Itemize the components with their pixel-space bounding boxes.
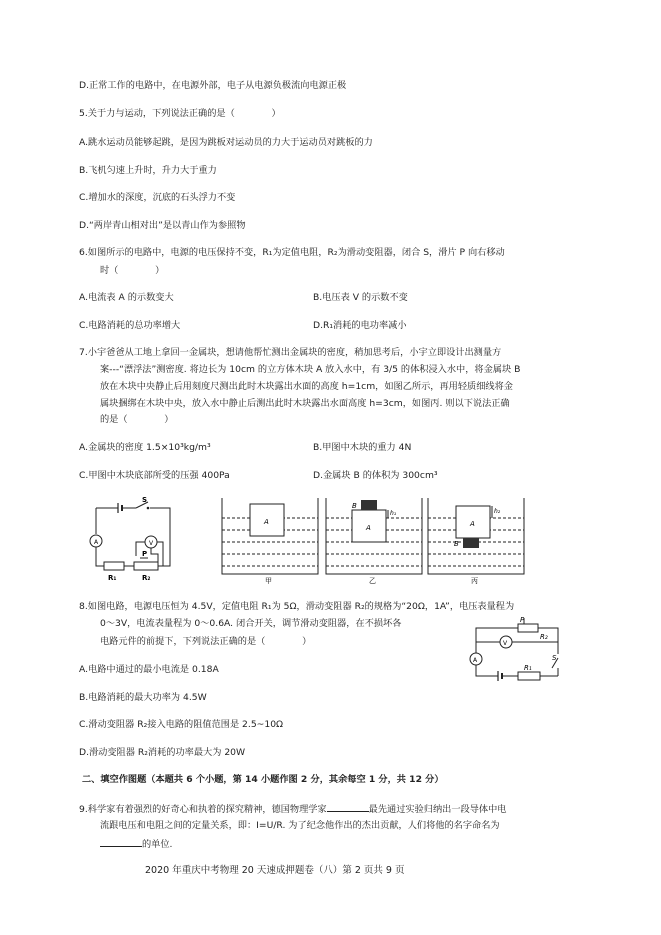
block-a-label-yi: A [366, 524, 371, 532]
container-figure-bing [426, 496, 526, 584]
caption-yi: 乙 [369, 577, 376, 584]
block-b-label-bing: B [454, 540, 459, 548]
block-b-label: B [352, 502, 357, 510]
question-7-line4: 属块捆绑在木块中央，放入水中静止后测出此时木块露出水面高度 h=3cm，如图丙. 则以下说法正确 [100, 398, 510, 409]
q6-option-d: D.R₁消耗的电功率减小 [313, 320, 407, 331]
label-voltmeter-q8: V [503, 640, 508, 647]
q9-line1-after-blank: 最先通过实验归纳出一段导体中电 [368, 804, 507, 815]
question-7-line5: 的是（ ） [100, 414, 174, 425]
label-ammeter-q8: A [473, 657, 478, 664]
label-voltmeter: V [149, 540, 154, 547]
q6-option-b: B.电压表 V 的示数不变 [313, 292, 408, 303]
question-7-line2: 案---“漂浮法”测密度. 将边长为 10cm 的立方体木块 A 放入水中，有 3/5 的体积浸入水中，将金属块 B [100, 364, 521, 375]
question-6-line1: 6.如图所示的电路中，电源的电压保持不变，R₁为定值电阻，R₂为滑动变阻器，闭合 S，滑片 P 向右移动 [79, 247, 505, 258]
q6-circuit-figure [78, 496, 188, 581]
q8-option-a: A.电路中通过的最小电流是 0.18A [79, 664, 219, 675]
block-b-on-top [361, 500, 377, 510]
caption-jia: 甲 [265, 577, 272, 584]
section-2-heading: 二、填空作图题（本题共 6 个小题，第 14 小题作图 2 分，其余每空 1 分，共 12 分） [82, 774, 444, 785]
question-7-line1: 7.小宇爸爸从工地上拿回一金属块，想请他帮忙测出金属块的密度，稍加思考后，小宇立即设计出测量方 [79, 347, 502, 358]
question-9-line2: 流跟电压和电阻之间的定量关系，即：I=U/R. 为了纪念他作出的杰出贡献，人们将他的名字命名为 [100, 820, 500, 831]
q5-option-d: D.“两岸青山相对出”是以青山作为参照物 [79, 220, 246, 231]
option-d-previous: D.正常工作的电路中，在电源外部，电子从电源负极流向电源正极 [79, 80, 347, 91]
q7-option-c: C.甲图中木块底部所受的压强 400Pa [79, 470, 230, 481]
question-9-line3 [100, 837, 172, 851]
page-footer: 2020 年重庆中考物理 20 天速成押题卷（八）第 2 页共 9 页 [145, 865, 405, 876]
h2-label: h₂ [494, 508, 501, 515]
question-8-line1: 8.如图电路，电源电压恒为 4.5V，定值电阻 R₁为 5Ω，滑动变阻器 R₂的规格为“20Ω，1A”，电压表量程为 [79, 601, 515, 612]
question-5: 5.关于力与运动，下列说法正确的是（ ） [79, 108, 281, 119]
q9-line3-text: 的单位. [142, 839, 173, 850]
q5-option-c: C.增加水的深度，沉底的石头浮力不变 [79, 192, 236, 203]
answer-blank-2[interactable] [100, 837, 142, 847]
question-8-line3: 电路元件的前提下，下列说法正确的是（ ） [100, 636, 312, 647]
q8-circuit-figure [462, 614, 572, 686]
question-8-line2: 0～3V，电流表量程为 0～0.6A. 闭合开关，调节滑动变阻器，在不损坏各 [100, 618, 402, 629]
block-a-label: A [264, 518, 269, 526]
q7-option-d: D.金属块 B 的体积为 300cm³ [313, 470, 438, 481]
label-r2-q8: R₂ [540, 633, 548, 641]
label-r2: R₂ [142, 574, 151, 581]
label-ammeter: A [94, 539, 99, 546]
question-6-line2: 时（ ） [100, 265, 165, 276]
block-a-label-bing: A [470, 520, 475, 528]
q6-option-a: A.电流表 A 的示数变大 [79, 292, 174, 303]
label-s: S [142, 496, 148, 504]
label-p-q8: P [520, 616, 525, 624]
container-figure-yi [324, 496, 424, 584]
q8-option-c: C.滑动变阻器 R₂接入电路的阻值范围是 2.5~10Ω [79, 719, 284, 730]
q7-option-b: B.甲图中木块的重力 4N [313, 442, 412, 453]
question-9-line1 [79, 802, 506, 816]
q9-line1-before-blank: 9.科学家有着强烈的好奇心和执着的探究精神，德国物理学家 [79, 804, 327, 815]
answer-blank-1[interactable] [327, 802, 369, 812]
container-figure-jia [220, 496, 320, 584]
label-r1-q8: R₁ [524, 664, 532, 672]
label-p: P [142, 550, 148, 558]
q8-option-d: D.滑动变阻器 R₂消耗的功率最大为 20W [79, 747, 246, 758]
block-b-hanging [463, 538, 479, 548]
q6-option-c: C.电路消耗的总功率增大 [79, 320, 181, 331]
q5-option-a: A.跳水运动员能够起跳，是因为跳板对运动员的力大于运动员对跳板的力 [79, 137, 373, 148]
switch-contact [147, 507, 150, 510]
question-7-line3: 放在木块中央静止后用刻度尺测出此时木块露出水面的高度 h=1cm，如图乙所示，再用轻质细线将金 [100, 381, 513, 392]
q5-option-b: B.飞机匀速上升时，升力大于重力 [79, 165, 217, 176]
caption-bing: 丙 [471, 577, 478, 584]
q7-option-a: A.金属块的密度 1.5×10³kg/m³ [79, 442, 211, 453]
q8-option-b: B.电路消耗的最大功率为 4.5W [79, 692, 207, 703]
h1-label: h₁ [390, 510, 397, 517]
label-s-q8: S [552, 654, 557, 662]
label-r1: R₁ [108, 574, 117, 581]
